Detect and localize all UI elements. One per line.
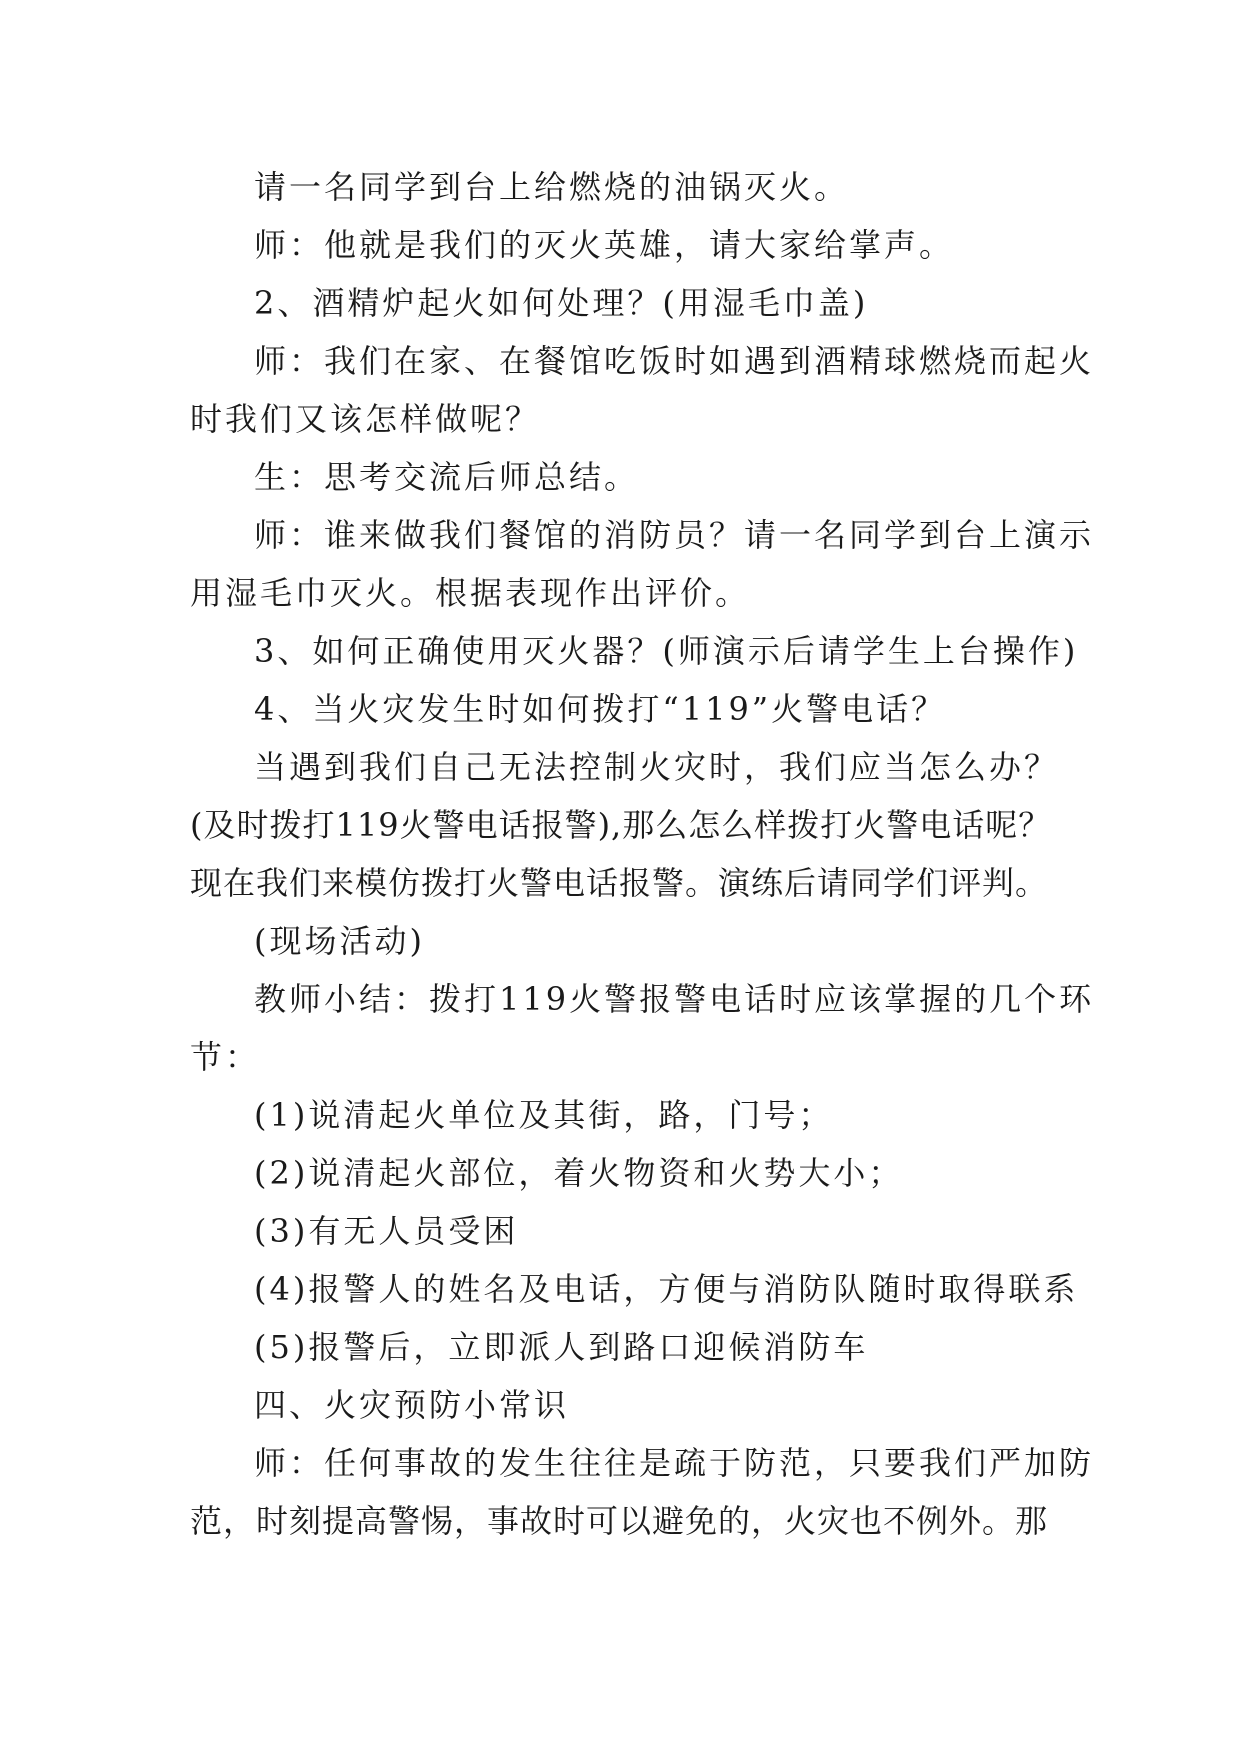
text-line: (3)有无人员受困 <box>254 1212 519 1250</box>
text-line: (2)说清起火部位，着火物资和火势大小； <box>254 1154 904 1192</box>
document-body <box>190 158 1095 1550</box>
text-line: 3、如何正确使用灭火器？(师演示后请学生上台操作) <box>254 632 1079 670</box>
text-line: (4)报警人的姓名及电话，方便与消防队随时取得联系 <box>254 1270 1079 1308</box>
text-line: 生：思考交流后师总结。 <box>254 458 640 496</box>
text-line: 师：任何事故的发生往往是疏于防范，只要我们严加防 <box>254 1444 1095 1482</box>
text-line: 用湿毛巾灭火。根据表现作出评价。 <box>190 574 751 612</box>
text-line: 2、酒精炉起火如何处理？(用湿毛巾盖) <box>254 284 869 322</box>
text-line: 时我们又该怎样做呢？ <box>190 400 541 438</box>
text-line: 师：谁来做我们餐馆的消防员？请一名同学到台上演示 <box>254 516 1095 554</box>
text-line: (1)说清起火单位及其街，路，门号； <box>254 1096 834 1134</box>
text-line: 四、火灾预防小常识 <box>254 1386 570 1424</box>
text-line: 节： <box>190 1038 261 1076</box>
text-line: (及时拨打119火警电话报警),那么怎么样拨打火警电话呢？ <box>190 806 1052 844</box>
text-line: 4、当火灾发生时如何拨打“119”火警电话？ <box>254 690 947 728</box>
text-line: 范，时刻提高警惕，事故时可以避免的，火灾也不例外。那 <box>190 1502 1049 1540</box>
text-line: 师：我们在家、在餐馆吃饭时如遇到酒精球燃烧而起火 <box>254 342 1095 380</box>
text-line: 师：他就是我们的灭火英雄，请大家给掌声。 <box>254 226 955 264</box>
text-line: (5)报警后，立即派人到路口迎候消防车 <box>254 1328 869 1366</box>
text-line: (现场活动) <box>254 922 425 960</box>
text-line: 现在我们来模仿拨打火警电话报警。演练后请同学们评判。 <box>190 864 1049 902</box>
text-line: 教师小结：拨打119火警报警电话时应该掌握的几个环 <box>254 980 1095 1018</box>
text-line: 请一名同学到台上给燃烧的油锅灭火。 <box>254 168 850 206</box>
text-line: 当遇到我们自己无法控制火灾时，我们应当怎么办？ <box>254 748 1060 786</box>
